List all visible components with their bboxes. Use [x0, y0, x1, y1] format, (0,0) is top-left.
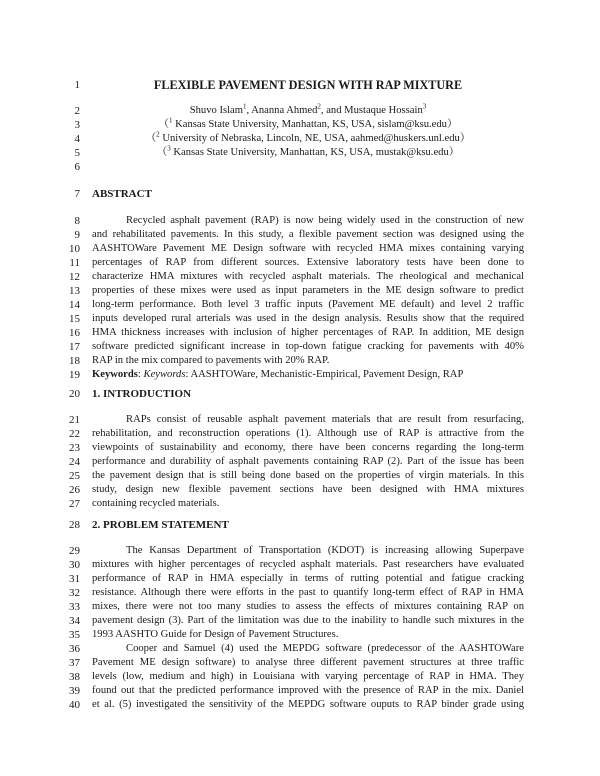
- line-number: 19: [69, 369, 80, 381]
- manuscript-line: [0, 469, 600, 483]
- manuscript-line: [0, 354, 600, 368]
- section-heading: [92, 518, 524, 533]
- affiliation: （$^2$ University of Nebraska, Lincoln, NE, USA, aahmed@huskers.unl.edu）: [145, 130, 471, 144]
- introduction-line: [92, 497, 524, 511]
- line-number: 35: [69, 629, 80, 641]
- introduction-line: [92, 483, 524, 497]
- manuscript-line: [0, 214, 600, 228]
- paper-title: [92, 78, 524, 94]
- line-number: 23: [69, 442, 80, 454]
- author-name: Ananna Ahmed: [251, 105, 318, 116]
- keywords-line: Keywords: Keywords: AASHTOWare, Mechanistic-Empirical, Pavement Design, RAP: [92, 369, 464, 380]
- abstract-text: long-term performance. Both level 3 traffic inputs (Pavement ME default) and level 2 traffic: [92, 299, 524, 310]
- line-number: 32: [69, 587, 80, 599]
- abstract-line: [92, 214, 524, 228]
- manuscript-line: [0, 187, 600, 201]
- line-number: 29: [69, 545, 80, 557]
- line-number: 16: [69, 327, 80, 339]
- abstract-text: AASHTOWare Pavement ME Design software with recycled HMA mixes containing varying: [92, 243, 524, 254]
- section-heading: [92, 387, 524, 402]
- abstract-heading: [92, 187, 524, 202]
- line-number: 39: [69, 685, 80, 697]
- line-number: 20: [69, 388, 80, 400]
- body-text: 1993 AASHTO Guide for Design of Pavement Structures.: [92, 629, 339, 640]
- line-number: 21: [69, 414, 80, 426]
- affiliation-number: 1: [169, 116, 173, 125]
- line-number: 27: [69, 498, 80, 510]
- line-number: 18: [69, 355, 80, 367]
- line-number: 5: [74, 147, 80, 159]
- abstract-text: properties of these mixes were used as input parameters in the ME design software to predict: [92, 285, 524, 296]
- body-text: pavement design (3). Part of the limitation was due to the inability to handle such mixtures in the: [92, 615, 524, 626]
- problem-statement-line: [92, 642, 524, 656]
- manuscript-line: [0, 387, 600, 401]
- introduction-line: [92, 413, 524, 427]
- line-number: 13: [69, 285, 80, 297]
- line-number: 37: [69, 657, 80, 669]
- abstract-text: characterize HMA mixtures with recycled asphalt materials. The rheological and mechanical: [92, 271, 524, 282]
- manuscript-line: [0, 298, 600, 312]
- abstract-line: [92, 298, 524, 312]
- line-number: 28: [69, 519, 80, 531]
- affiliation-text: University of Nebraska, Lincoln, NE, USA, aahmed@huskers.unl.edu: [162, 133, 460, 144]
- manuscript-line: [0, 427, 600, 441]
- line-number: 3: [74, 119, 80, 131]
- line-number: 40: [69, 699, 80, 711]
- line-number: 2: [74, 105, 80, 117]
- problem-statement-line: [92, 586, 524, 600]
- abstract-line: [92, 284, 524, 298]
- manuscript-line: [0, 572, 600, 586]
- body-text: levels (low, medium and high) in Louisiana with varying percentage of RAP in HMA. They: [92, 671, 524, 682]
- line-number: 6: [74, 161, 80, 173]
- manuscript-line: [0, 518, 600, 532]
- manuscript-line: [0, 497, 600, 511]
- manuscript-line: [0, 284, 600, 298]
- line-number: 33: [69, 601, 80, 613]
- keywords-text: : AASHTOWare, Mechanistic-Empirical, Pavement Design, RAP: [185, 369, 464, 380]
- manuscript-line: [0, 455, 600, 469]
- body-text: resistance. Although there were efforts in the past to quantify long-term effect of RAP in HMA: [92, 587, 524, 598]
- line-number: 9: [74, 229, 80, 241]
- manuscript-line: [0, 312, 600, 326]
- manuscript-line: [0, 118, 600, 132]
- manuscript-line: [0, 104, 600, 118]
- body-text: the pavement design that is still being done based on the properties of virgin materials. In this: [92, 470, 524, 481]
- line-number: 25: [69, 470, 80, 482]
- line-number: 17: [69, 341, 80, 353]
- line-number: 31: [69, 573, 80, 585]
- title-text: FLEXIBLE PAVEMENT DESIGN WITH RAP MIXTURE: [153, 78, 463, 92]
- affiliation-number: 3: [167, 144, 171, 153]
- author-separator: , and: [320, 105, 345, 116]
- author-name: Mustaque Hossain: [344, 105, 423, 116]
- author-list: [92, 104, 524, 118]
- line-number: 24: [69, 456, 80, 468]
- abstract-text: inputs developed rural arterials was used in the design analysis. Results show that the required: [92, 313, 524, 324]
- author-superscript: 2: [317, 102, 321, 111]
- manuscript-line: [0, 256, 600, 270]
- introduction-line: [92, 441, 524, 455]
- body-text: mixes, there were not too many studies to assess the effects of mixtures containing RAP on: [92, 601, 524, 612]
- line-number: 34: [69, 615, 80, 627]
- body-text: mixtures with higher percentages of recycled asphalt materials. Past researchers have evaluated: [92, 559, 524, 570]
- body-text: rehabilitation, and reconstruction operations (1). Although use of RAP is attractive from the: [92, 428, 524, 439]
- manuscript-line: [0, 600, 600, 614]
- body-text: The Kansas Department of Transportation (KDOT) is increasing allowing Superpave: [126, 545, 524, 556]
- manuscript-line: [0, 78, 600, 92]
- abstract-text: HMA thickness increases with inclusion of higher percentages of RAP. In addition, ME design: [92, 327, 524, 338]
- manuscript-line: [0, 228, 600, 242]
- abstract-text: Recycled asphalt pavement (RAP) is now being widely used in the construction of new: [126, 215, 524, 226]
- abstract-line: [92, 242, 524, 256]
- abstract-text: RAP in the mix compared to pavements with 20% RAP.: [92, 355, 330, 366]
- manuscript-line: [0, 614, 600, 628]
- manuscript-line: [0, 146, 600, 160]
- manuscript-line: [0, 628, 600, 642]
- manuscript-line: [0, 670, 600, 684]
- body-text: Pavement ME design software) to analyse three different pavement structures at three traffic: [92, 657, 524, 668]
- manuscript-line: [0, 698, 600, 712]
- body-text: performance and durability of asphalt pavements containing RAP (2). Part of the issue has been: [92, 456, 524, 467]
- heading-text: 1. INTRODUCTION: [92, 388, 192, 400]
- body-text: found out that the predicted performance improved with the presence of RAP in the mix. Daniel: [92, 685, 524, 696]
- author-superscript: 3: [422, 102, 427, 111]
- heading-text: ABSTRACT: [92, 188, 152, 200]
- problem-statement-line: [92, 544, 524, 558]
- body-text: performance of RAP in HMA especially in terms of rutting potential and fatigue cracking: [92, 573, 524, 584]
- abstract-text: percentages of RAP from different sources. Extensive laboratory tests have been done to: [92, 257, 524, 268]
- body-text: Cooper and Samuel (4) used the MEPDG software (predecessor of the AASHTOWare: [126, 643, 524, 654]
- line-number: 8: [74, 215, 80, 227]
- manuscript-line: [0, 483, 600, 497]
- manuscript-line: [0, 413, 600, 427]
- manuscript-line: [0, 368, 600, 382]
- problem-statement-line: [92, 614, 524, 628]
- problem-statement-line: [92, 656, 524, 670]
- problem-statement-line: [92, 572, 524, 586]
- introduction-line: [92, 469, 524, 483]
- abstract-line: [92, 326, 524, 340]
- problem-statement-line: [92, 670, 524, 684]
- introduction-line: [92, 427, 524, 441]
- author-superscript: 1: [243, 102, 247, 111]
- manuscript-line: [0, 326, 600, 340]
- manuscript-line: [0, 132, 600, 146]
- problem-statement-line: [92, 558, 524, 572]
- keywords-italic: Keywords: [143, 369, 186, 380]
- line-number: 11: [69, 257, 80, 269]
- problem-statement-line: [92, 600, 524, 614]
- line-number: 4: [74, 133, 80, 145]
- line-number: 12: [69, 271, 80, 283]
- manuscript-line: [0, 544, 600, 558]
- line-number: 26: [69, 484, 80, 496]
- abstract-text: software predicted significant increase in top-down fatigue cracking for pavements with 40%: [92, 341, 524, 352]
- body-text: containing recycled materials.: [92, 498, 220, 509]
- keywords-label: Keywords: [92, 369, 138, 380]
- line-number: 38: [69, 671, 80, 683]
- abstract-line: [92, 354, 524, 368]
- abstract-line: [92, 340, 524, 354]
- manuscript-line: [0, 441, 600, 455]
- manuscript-line: [0, 340, 600, 354]
- line-number: 7: [74, 188, 80, 200]
- heading-text: 2. PROBLEM STATEMENT: [92, 519, 229, 531]
- affiliation: （$^1$ Kansas State University, Manhattan, KS, USA, sislam@ksu.edu）: [158, 116, 458, 130]
- manuscript-line: [0, 558, 600, 572]
- problem-statement-line: [92, 698, 524, 712]
- abstract-line: [92, 228, 524, 242]
- manuscript-line: [0, 242, 600, 256]
- affiliation-text: Kansas State University, Manhattan, KS, USA, sislam@ksu.edu: [175, 119, 447, 130]
- abstract-text: and rehabilitated pavements. In this study, a flexible pavement section was designed using the: [92, 229, 524, 240]
- manuscript-line: [0, 642, 600, 656]
- introduction-line: [92, 455, 524, 469]
- line-number: 22: [69, 428, 80, 440]
- body-text: RAPs consist of reusable asphalt pavement materials that are result from resurfacing,: [126, 414, 524, 425]
- abstract-line: [92, 256, 524, 270]
- line-number: 15: [69, 313, 80, 325]
- manuscript-line: [0, 656, 600, 670]
- line-number: 1: [74, 79, 80, 91]
- manuscript-line: [0, 586, 600, 600]
- manuscript-line: [0, 684, 600, 698]
- body-text: et al. (5) investigated the sensitivity of the MEPDG software ouputs to RAP binder grade using: [92, 699, 524, 710]
- author-separator: ,: [246, 105, 252, 116]
- problem-statement-line: [92, 684, 524, 698]
- line-number: 10: [69, 243, 80, 255]
- affiliation-text: Kansas State University, Manhattan, KS, USA, mustak@ksu.edu: [173, 147, 449, 158]
- problem-statement-line: [92, 628, 524, 642]
- line-number: 14: [69, 299, 80, 311]
- manuscript-line: [0, 160, 600, 174]
- body-text: viewpoints of sustainability and economy, there have been concerns regarding the long-term: [92, 442, 524, 453]
- author-name: Shuvo Islam: [189, 105, 243, 116]
- abstract-line: [92, 312, 524, 326]
- line-number: 36: [69, 643, 80, 655]
- affiliation: （$^3$ Kansas State University, Manhattan, KS, USA, mustak@ksu.edu）: [156, 144, 460, 158]
- manuscript-line: [0, 270, 600, 284]
- abstract-line: [92, 270, 524, 284]
- line-number: 30: [69, 559, 80, 571]
- affiliation-number: 2: [156, 130, 160, 139]
- body-text: study, design new flexible pavement sections have been designed with HMA mixtures: [92, 484, 524, 495]
